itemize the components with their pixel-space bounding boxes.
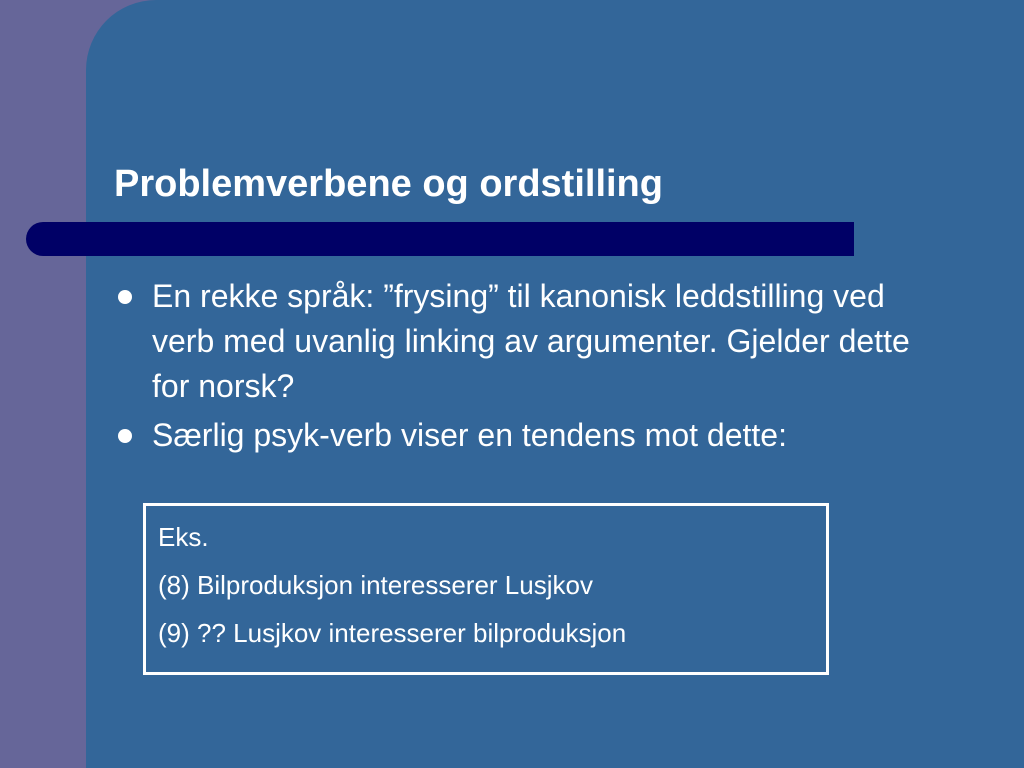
bullet-item (112, 274, 952, 409)
bullet-dot-icon (118, 429, 132, 443)
bullet-dot-icon (118, 290, 132, 304)
bullet-text: En rekke språk: ”frysing” til kanonisk leddstilling ved verb med uvanlig linking av argumenter. Gjelder dette for norsk? (152, 278, 910, 404)
example-label: Eks. (158, 522, 209, 552)
slide-title: Problemverbene og ordstilling (114, 163, 663, 205)
example-sentence: (8) Bilproduksjon interesserer Lusjkov (158, 570, 593, 600)
title-underline-bar (26, 222, 854, 256)
example-sentence: (9) ?? Lusjkov interesserer bilproduksjon (158, 618, 627, 648)
example-box (143, 503, 829, 675)
bullet-text: Særlig psyk-verb viser en tendens mot dette: (152, 417, 787, 453)
bullet-item (112, 413, 952, 458)
header-panel (360, 0, 1024, 86)
bullet-list (112, 274, 952, 462)
